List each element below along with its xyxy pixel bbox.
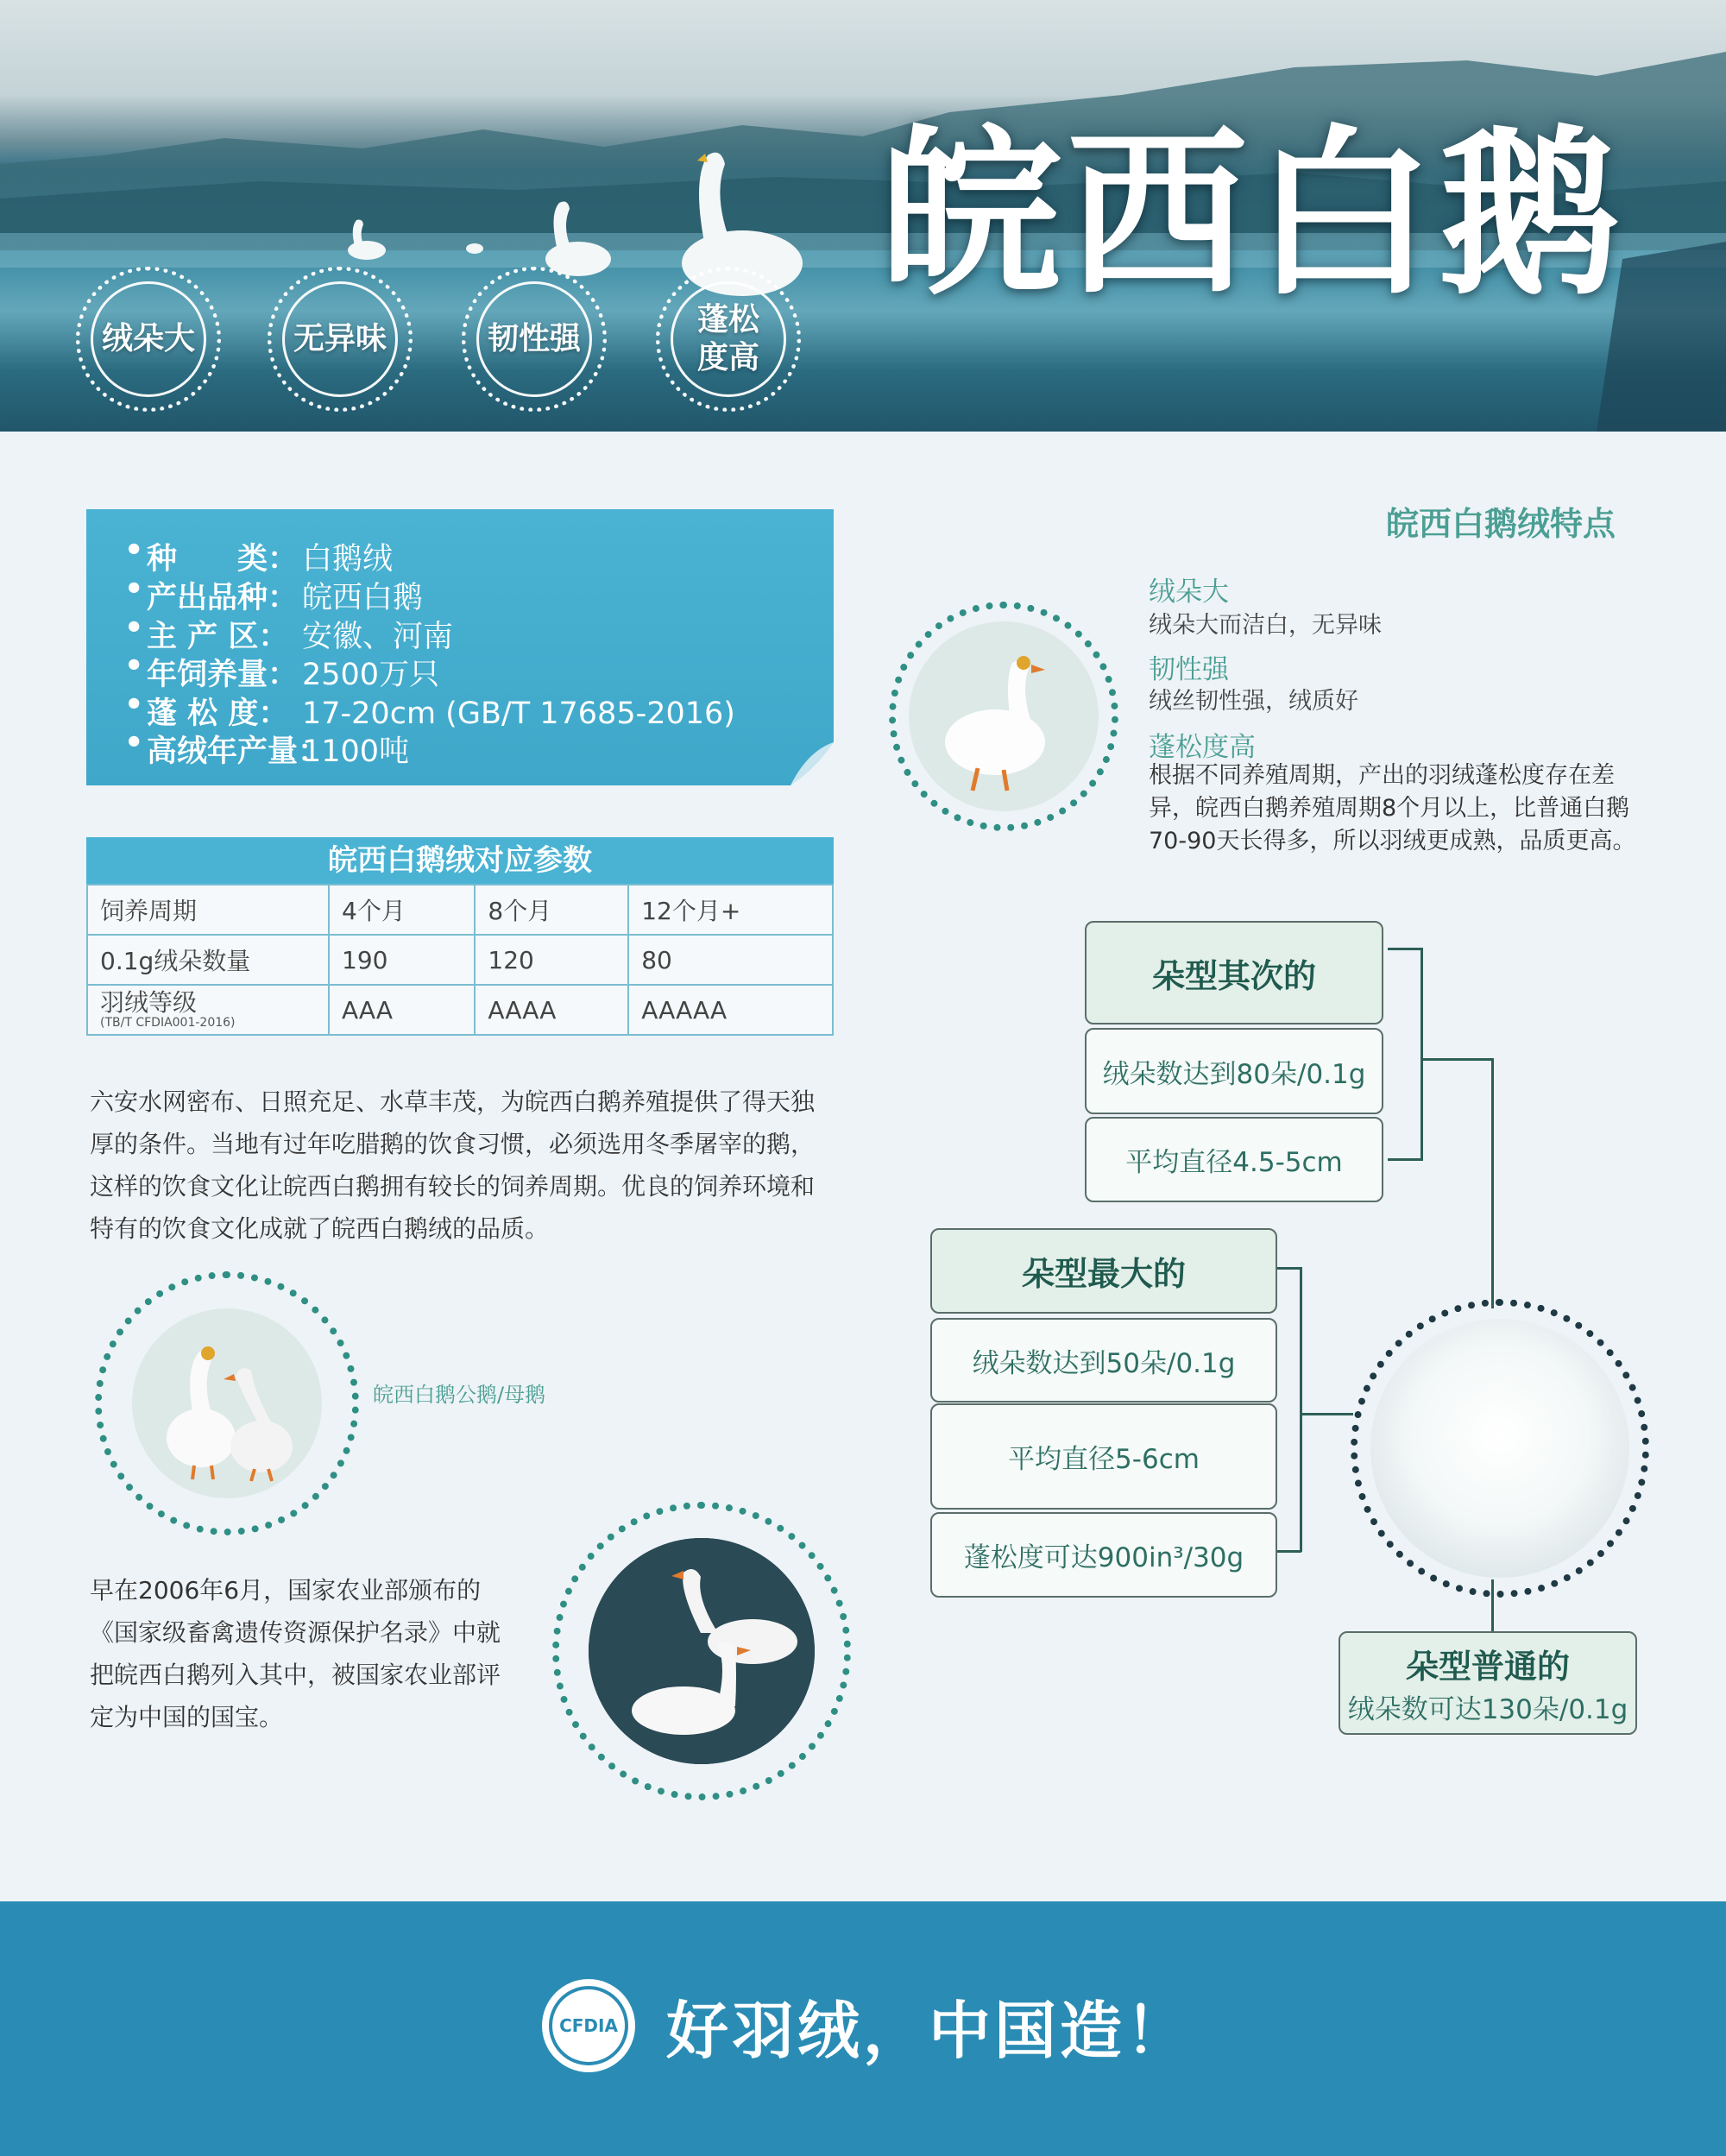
swimming-geese-photo: [589, 1538, 815, 1764]
flow-largest-title: 朵型最大的: [930, 1228, 1277, 1314]
feature-desc: 根据不同养殖周期，产出的羽绒蓬松度存在差异，皖西白鹅养殖周期8个月以上，比普通白鹅70-90天长得多，所以羽绒更成熟，品质更高。: [1149, 762, 1636, 854]
flow-second-item: 平均直径4.5-5cm: [1085, 1117, 1383, 1202]
goose-pair-caption: 皖西白鹅公鹅/母鹅: [373, 1383, 546, 1407]
table-cell: 120: [475, 935, 628, 985]
spec-value: 白鹅绒: [302, 542, 394, 577]
flow-normal-title: 朵型普通的: [1405, 1648, 1570, 1686]
connector-line: [1388, 1158, 1422, 1161]
goose-feature-photo-frame: [889, 602, 1118, 831]
params-table: [86, 837, 834, 1036]
swimming-geese-photo-frame: [552, 1502, 851, 1800]
goose-feature-photo: [909, 621, 1099, 811]
goose-standing-illustration: [909, 621, 1099, 811]
row-label-text: 羽绒等级: [100, 988, 198, 1017]
badge-no-odor: [268, 267, 413, 412]
feature-title: 韧性强: [1149, 654, 1229, 685]
down-cluster-photo: [1370, 1319, 1629, 1578]
connector-line: [1276, 1267, 1301, 1270]
row-label: [87, 935, 329, 985]
params-grid: [86, 884, 834, 1036]
spec-row-annual-count: • 年饲养量： 2500万只: [124, 649, 440, 692]
spec-row-breed: • 产出品种： 皖西白鹅: [124, 572, 424, 615]
row-label: [87, 985, 329, 1035]
params-table-title: 皖西白鹅绒对应参数: [86, 837, 834, 884]
badge-fluffiness: [656, 267, 801, 412]
spec-value: 皖西白鹅: [302, 581, 424, 615]
cfdia-logo-text: CFDIA: [549, 1986, 628, 2065]
badge-label: 韧性强: [476, 281, 592, 397]
flow-normal-box: [1339, 1631, 1637, 1735]
flow-largest-item: 平均直径5-6cm: [930, 1403, 1277, 1510]
flow-largest-item: 绒朵数达到50朵/0.1g: [930, 1318, 1277, 1403]
row-label-subtext: (TB/T CFDIA001-2016): [100, 1016, 236, 1030]
badge-label: 蓬松 度高: [671, 281, 786, 397]
features-heading: 皖西白鹅绒特点: [1386, 505, 1616, 543]
table-cell: AAAAA: [628, 985, 833, 1035]
spec-row-region: • 主 产 区： 安徽、河南: [124, 611, 454, 654]
badge-label: 无异味: [282, 281, 398, 397]
table-row: [87, 985, 833, 1035]
feature-desc: 绒朵大而洁白，无异味: [1149, 612, 1382, 639]
table-row: [87, 885, 833, 935]
connector-line: [1422, 1058, 1493, 1061]
table-cell: AAA: [329, 985, 475, 1035]
row-label-text: 饲养周期: [100, 897, 198, 925]
flow-largest-item: 蓬松度可达900in³/30g: [930, 1512, 1277, 1598]
spec-row-fill-power: • 蓬 松 度： 17-20cm (GB/T 17685-2016): [124, 688, 735, 731]
table-cell: 80: [628, 935, 833, 985]
badge-toughness: [462, 267, 607, 412]
badge-big-cluster: [76, 267, 221, 412]
footer-banner: [0, 1901, 1726, 2156]
table-cell: AAAA: [475, 985, 628, 1035]
down-cluster-photo-frame: [1351, 1299, 1649, 1598]
spec-row-annual-output: • 高绒年产量：1100吨: [124, 726, 410, 769]
row-label: [87, 885, 329, 935]
spec-label: 年饲养量：: [147, 658, 299, 692]
feature-title: 绒朵大: [1149, 577, 1229, 608]
table-cell: 190: [329, 935, 475, 985]
table-cell: 4个月: [329, 885, 475, 935]
row-label-text: 0.1g绒朵数量: [100, 947, 251, 975]
spec-value: 1100吨: [302, 734, 410, 769]
connector-line: [1491, 1058, 1494, 1308]
spec-value: 17-20cm (GB/T 17685-2016): [302, 697, 735, 731]
goose-pair-illustration: [132, 1308, 322, 1498]
spec-row-type: • 种 类： 白鹅绒: [124, 533, 394, 577]
table-cell: 12个月+: [628, 885, 833, 935]
badge-label: 绒朵大: [91, 281, 206, 397]
connector-line: [1300, 1267, 1302, 1552]
spec-label: 主 产 区：: [147, 620, 289, 654]
connector-line: [1301, 1413, 1353, 1415]
swimming-geese-illustration: [589, 1538, 815, 1764]
feature-title: 蓬松度高: [1149, 732, 1256, 763]
connector-line: [1420, 948, 1423, 1161]
spec-label: 蓬 松 度：: [147, 697, 289, 731]
page-title: 皖西白鹅: [880, 109, 1627, 320]
spec-label: 高绒年产量：: [147, 734, 329, 769]
connector-line: [1388, 948, 1422, 950]
history-paragraph: 早在2006年6月，国家农业部颁布的《国家级畜禽遗传资源保护名录》中就把皖西白鹅列入其中，被国家农业部评定为中国的国宝。: [90, 1576, 501, 1731]
connector-line: [1276, 1550, 1301, 1553]
flow-second-title: 朵型其次的: [1085, 921, 1383, 1024]
spec-label: 种 类：: [147, 542, 299, 577]
spec-label: 产出品种：: [147, 581, 299, 615]
page-curl: [791, 742, 834, 785]
table-row: [87, 935, 833, 985]
spec-value: 2500万只: [302, 658, 440, 692]
spec-value: 安徽、河南: [302, 620, 454, 654]
intro-paragraph: 六安水网密布、日照充足、水草丰茂，为皖西白鹅养殖提供了得天独厚的条件。当地有过年吃腊鹅的饮食习惯，必须选用冬季屠宰的鹅，这样的饮食文化让皖西白鹅拥有较长的饲养周期。优良的饲养环境和特有的饮食文化成就了皖西白鹅绒的品质。: [90, 1087, 816, 1243]
flow-normal-desc: 绒朵数可达130朵/0.1g: [1347, 1694, 1628, 1725]
goose-pair-photo: [132, 1308, 322, 1498]
flow-second-item: 绒朵数达到80朵/0.1g: [1085, 1028, 1383, 1114]
footer-slogan: 好羽绒，中国造！: [666, 1995, 1192, 2067]
table-cell: 8个月: [475, 885, 628, 935]
hero-banner: [0, 0, 1726, 432]
goose-pair-photo-frame: [95, 1271, 359, 1535]
spec-panel: [86, 509, 834, 785]
feature-desc: 绒丝韧性强，绒质好: [1149, 688, 1358, 715]
cfdia-logo: [542, 1979, 635, 2072]
